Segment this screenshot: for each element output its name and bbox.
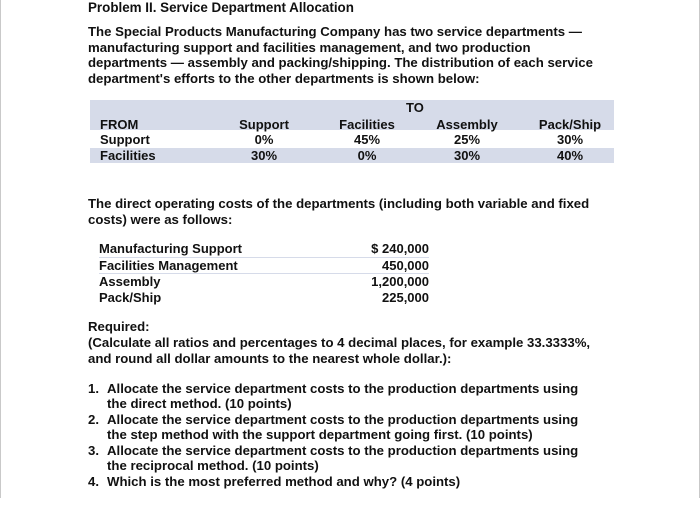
cost-amount: $ 240,000 [371, 241, 429, 256]
table-cell: 30% [250, 148, 278, 163]
costs-list [99, 241, 429, 305]
required-line: (Calculate all ratios and percentages to 4 decimal places, for example 33.3333%, [88, 335, 591, 350]
table-cell: 0% [254, 132, 274, 147]
intro-line: departments — assembly and packing/shipping. The distribution of each service [88, 55, 593, 71]
cost-amount: 225,000 [382, 289, 429, 305]
cost-row [99, 241, 429, 258]
allocation-table [90, 100, 614, 166]
table-cell: 0% [357, 148, 377, 163]
cost-label: Facilities Management [99, 257, 238, 273]
question-line: the reciprocal method. (10 points) [107, 458, 319, 473]
question-number: 2. [88, 412, 99, 427]
column-header-packship: Pack/Ship [538, 117, 602, 132]
intro-line: manufacturing support and facilities management, and two production [88, 39, 531, 55]
cost-amount: 1,200,000 [371, 274, 429, 289]
question-line: Allocate the service department costs to the production departments using [107, 412, 579, 427]
question-line: Which is the most preferred method and why? (4 points) [107, 474, 461, 489]
question-text [107, 474, 460, 489]
column-header-assembly: Assembly [436, 117, 498, 132]
table-cell: 30% [556, 132, 584, 147]
question-text [107, 412, 578, 442]
from-label: FROM [100, 117, 139, 132]
cost-label: Manufacturing Support [99, 241, 242, 256]
costs-intro [88, 196, 589, 228]
required-line: and round all dollar amounts to the nearest whole dollar.): [88, 351, 452, 366]
question-line: Allocate the service department costs to the production departments using [107, 381, 579, 396]
table-cell: 45% [353, 132, 381, 147]
problem-title: Problem II. Service Department Allocation [88, 0, 354, 15]
question-line: Allocate the service department costs to the production departments using [107, 443, 579, 458]
cost-row [99, 290, 429, 306]
row-label-support: Support [100, 132, 150, 147]
question-text [107, 381, 578, 411]
intro-line: department's efforts to the other departments is shown below: [88, 70, 480, 86]
question-number: 3. [88, 443, 99, 458]
question-number: 4. [88, 474, 99, 489]
table-cell: 25% [453, 132, 481, 147]
question-line: the direct method. (10 points) [107, 396, 292, 411]
intro-line: The Special Products Manufacturing Company has two service departments — [88, 24, 582, 39]
costs-intro-line: The direct operating costs of the departments (including both variable and fixed [88, 196, 590, 211]
costs-intro-line: costs) were as follows: [88, 212, 233, 227]
cost-amount: 450,000 [382, 257, 429, 273]
required-heading: Required: [88, 319, 150, 334]
table-cell: 30% [453, 148, 481, 163]
cost-row [99, 258, 429, 275]
question-text [107, 443, 578, 473]
row-label-facilities: Facilities [100, 148, 156, 163]
question-number: 1. [88, 381, 99, 396]
cost-label: Assembly [99, 274, 161, 289]
to-label: TO [406, 100, 424, 115]
cost-row [99, 274, 429, 290]
column-header-support: Support [239, 117, 289, 132]
table-cell: 40% [556, 148, 584, 163]
column-header-facilities: Facilities [339, 117, 395, 132]
intro-paragraph [88, 24, 593, 86]
cost-label: Pack/Ship [99, 289, 162, 305]
required-section [88, 319, 590, 367]
question-line: the step method with the support department going first. (10 points) [107, 427, 533, 442]
